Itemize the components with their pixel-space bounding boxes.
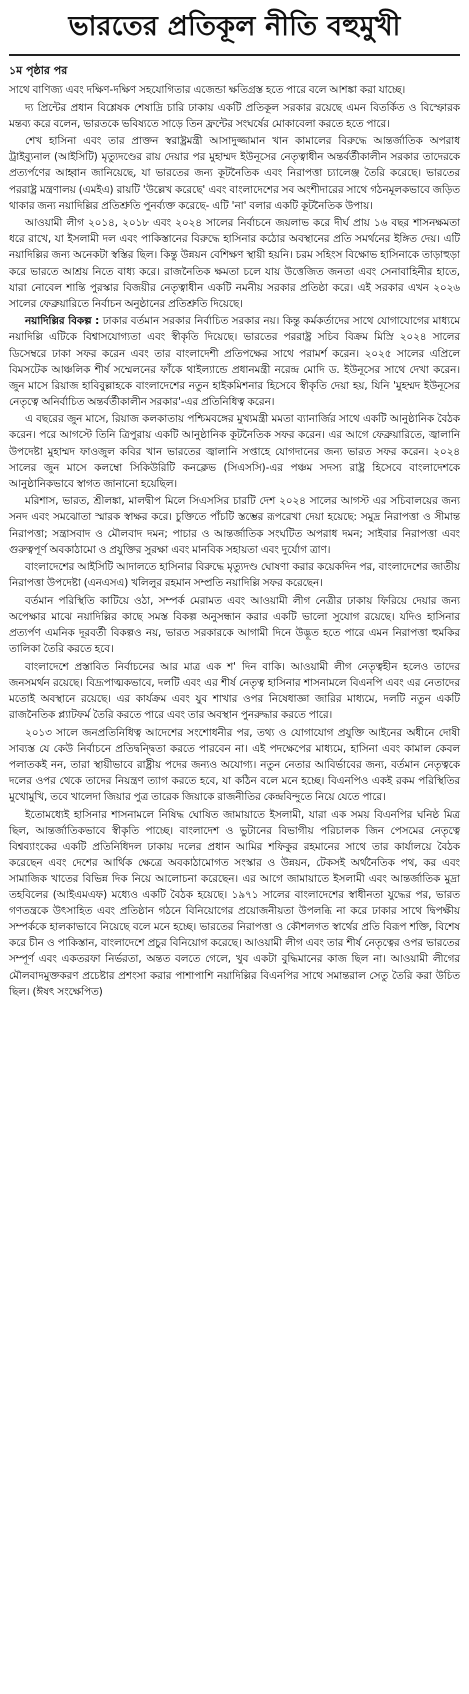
paragraph-6: এ বছরের জুন মাসে, রিয়াজ কলকাতায় পশ্চিমবঙ্গের মুখ্যমন্ত্রী মমতা ব্যানার্জির সাথে একটি আনুষ্ঠানিক বৈঠক করেন। পরে আগস্টে তিনি ত্রিপুরায় একটি আনুষ্ঠানিক কূটনৈতিক সফর করেন। এর আগে ফেব্রুয়ারিতে, জ্বালানি উপদেষ্টা মুহাম্মদ ফাওজুল কবির খান ভারতের জ্বালানি সপ্তাহে যোগদানের জন্য ভারত সফর করেন। ২০২৪ সালের জুন মাসে কলম্বো সিকিউরিটি কনক্লেভ (সিএসসি)-এর পঞ্চম সদস্য রাষ্ট্র হিসেবে বাংলাদেশকে আনুষ্ঠানিকভাবে স্বাগত জানানো হয়েছিল।: [9, 413, 460, 490]
paragraph-1: সাথে বাণিজ্য এবং দক্ষিণ-দক্ষিণ সহযোগিতার এজেন্ডা ক্ষতিগ্রস্ত হতে পারে বলে আশঙ্কা করা যাচ্ছে।: [9, 84, 406, 96]
paragraph-10: বাংলাদেশে প্রস্তাবিত নির্বাচনের আর মাত্র এক শ' দিন বাকি। আওয়ামী লীগ নেতৃত্বহীন হলেও তাদের জনসমর্থন রয়েছে। বিদ্রূপাত্মকভাবে, দলটি এবং এর শীর্ষ নেতৃত্ব হাসিনার শাসনামলে বিএনপি এবং এর নেতাদের মতোই অবস্থানে রয়েছে। এর কার্যক্রম এবং যুব শাখার ওপর নিষেধাজ্ঞা জারির মাধ্যমে, দলটি নতুন একটি রাজনৈতিক প্ল্যাটফর্ম তৈরি করতে পারে এবং তার অবস্থান পুনরুদ্ধার করতে পারে।: [9, 660, 460, 722]
paragraph-3: শেখ হাসিনা এবং তার প্রাক্তন স্বরাষ্ট্রমন্ত্রী আসাদুজ্জামান খান কামালের বিরুদ্ধে আন্তর্জাতিক অপরাধ ট্রাইব্যুনাল (আইসিটি) মৃত্যুদণ্ডের রায় দেয়ার পর মুহাম্মদ ইউনূসের নেতৃত্বাধীন অন্তর্বর্তীকালীন সরকার তাদেরকে প্রত্যর্পণের আহ্বান জানিয়েছে, যা ভারতের জন্য কূটনৈতিক এবং নিরাপত্তা চ্যালেঞ্জ তৈরি করেছে। ভারতের পররাষ্ট্র মন্ত্রণালয় (এমইএ) রায়টি 'উল্লেখ করেছে' এবং বাংলাদেশের সব অংশীদারের সাথে গঠনমূলকভাবে জড়িত থাকার জন্য নয়াদিল্লির প্রতিশ্রুতি পুনর্ব্যক্ত করেছে- এটি 'না' বলার একটি কূটনৈতিক উপায়।: [9, 135, 460, 212]
continued-from-label: ১ম পৃষ্ঠার পর: [9, 64, 68, 77]
article-headline: ভারতের প্রতিকূল নীতি বহুমুখী: [68, 11, 401, 43]
paragraph-11: ২০১৩ সালে জনপ্রতিনিধিত্ব আদেশের সংশোধনীর পর, তথ্য ও যোগাযোগ প্রযুক্তি আইনের অধীনে দোষী সাব্যস্ত যে কেউ নির্বাচনে প্রতিদ্বন্দ্বিতা করতে পারবেন না। এই পদক্ষেপের মাধ্যমে, হাসিনা এবং কামাল কেবল পলাতকই নন, তারা স্থায়ীভাবে রাষ্ট্রীয় পদের জন্যও অযোগ্য। নতুন নেতার আবির্ভাবের জন্য, বর্তমান নেতৃত্বকে দলের ওপর থেকে তাদের নিয়ন্ত্রণ ত্যাগ করতে হবে, যা কঠিন বলে মনে হচ্ছে। বিএনপিও একই রকম পরিস্থিতির মুখোমুখি, তবে খালেদা জিয়ার পুত্র তারেক জিয়াকে রাজনীতির কেন্দ্রবিন্দুতে নিয়ে যেতে পারে।: [9, 726, 460, 804]
paragraph-4: আওয়ামী লীগ ২০১৪, ২০১৮ এবং ২০২৪ সালের নির্বাচনে জয়লাভ করে দীর্ঘ প্রায় ১৬ বছর শাসনক্ষমতা ধরে রাখে, যা ইসলামী দল এবং পাকিস্তানের বিরুদ্ধে হাসিনার কঠোর অবস্থানের প্রতি সমর্থনের ইঙ্গিত দেয়। এটি নয়াদিল্লির জন্য অনেকটা স্বস্তির ছিল। কিন্তু উন্নয়ন বেশিক্ষণ স্থায়ী হয়নি। চরম সহিংস বিক্ষোভ হাসিনাকে তাড়াহুড়া করে ভারতে আশ্রয় নিতে বাধ্য করে। রাজনৈতিক ক্ষমতা চলে যায় উত্তেজিত জনতা এবং সেনাবাহিনীর হাতে, যারা নোবেল শান্তি পুরস্কার বিজয়ীর নেতৃত্বাধীন একটি নমনীয় সরকার প্রতিষ্ঠা করে। এই সরকার এখন ২০২৬ সালের ফেব্রুয়ারিতে নির্বাচন অনুষ্ঠানের প্রতিশ্রুতি দিয়েছে।: [9, 217, 460, 310]
paragraph-8: বাংলাদেশের আইসিটি আদালতে হাসিনার বিরুদ্ধে মৃত্যুদণ্ড ঘোষণা করার কয়েকদিন পর, বাংলাদেশের জাতীয় নিরাপত্তা উপদেষ্টা (এনএসএ) খলিলুর রহমান সম্প্রতি নয়াদিল্লি সফর করেছেন।: [9, 561, 460, 590]
paragraph-2: দ্য প্রিন্টের প্রধান বিশ্লেষক শেষাদ্রি চারি ঢাকায় একটি প্রতিকূল সরকার রয়েছে এমন বিতর্কিত ও বিস্ফোরক মন্তব্য করে বলেন, ভারতকে ভবিষ্যতে সাড়ে তিন ফ্রন্টের সংঘর্ষের মোকাবেলা করতে হতে পারে।: [9, 101, 460, 130]
headline-block: [9, 0, 460, 56]
paragraph-5: নয়াদিল্লির বিকল্প : ঢাকার বর্তমান সরকার নির্বাচিত সরকার নয়। কিন্তু কর্মকর্তাদের সাথে যোগাযোগের মাধ্যমে নয়াদিল্লি এটিকে বিশ্বাসযোগ্যতা এবং স্বীকৃতি দিয়েছে। ভারতের পররাষ্ট্র সচিব বিক্রম মিস্রি ২০২৪ সালের ডিসেম্বরে ঢাকা সফর করেন এবং তার বাংলাদেশী প্রতিপক্ষের সাথে পরামর্শ করেন। ২০২৫ সালের এপ্রিলে বিমসটেক আঞ্চলিক শীর্ষ সম্মেলনের ফাঁকে থাইল্যান্ডে প্রধানমন্ত্রী নরেন্দ্র মোদি ড. ইউনূসের সাথে দেখা করেন। জুন মাসে রিয়াজ হাবিবুল্লাহকে বাংলাদেশের নতুন হাইকমিশনার হিসেবে স্বীকৃতি দেয়া হয়, যিনি 'মুহম্মদ ইউনূসের নেতৃত্বে অনির্বাচিত অন্তর্বর্তীকালীন সরকার'-এর প্রতিনিধিত্ব করেন।: [9, 315, 460, 408]
article-body: [9, 82, 460, 1000]
paragraph-9: বর্তমান পরিস্থিতি কাটিয়ে ওঠা, সম্পর্ক মেরামত এবং আওয়ামী লীগ নেত্রীর ঢাকায় ফিরিয়ে দেয়ার জন্য অপেক্ষার মাঝে নয়াদিল্লির কাছে সমস্ত বিকল্প অনুসন্ধান করার একটি ভালো সুযোগ রয়েছে। যদিও হাসিনার প্রত্যর্পণ এমনিক দূরবর্তী বিকল্পও নয়, ভারত সরকারকে আগামী দিনে উদ্ভূত হতে পারে এমন নিরাপত্তা হুমকির তালিকা তৈরি করতে হবে।: [9, 594, 460, 656]
subhead-lead: নয়াদিল্লির বিকল্প :: [25, 315, 100, 328]
paragraph-12: ইতোমধ্যেই হাসিনার শাসনামলে নিষিদ্ধ ঘোষিত জামায়াতে ইসলামী, যারা এক সময় বিএনপির ঘনিষ্ঠ মিত্র ছিল, আন্তর্জাতিকভাবে স্বীকৃতি পাচ্ছে। বাংলাদেশ ও ভুটানের বিভাগীয় পরিচালক জিন পেসমের নেতৃত্বে বিশ্বব্যাংকের একটি প্রতিনিধিদল ঢাকায় দলের প্রধান আমির শফিকুর রহমানের সাথে তার কার্যালয়ে বৈঠক করেছেন এবং দেশের আর্থিক ক্ষেত্রে অবকাঠামোগত সংস্কার ও উন্নয়ন, টেকসই অর্থনৈতিক পথ, কর এবং সামাজিক খাতের বিভিন্ন দিক নিয়ে আলোচনা করেছেন। এর আগে জামায়াতে ইসলামী এবং আন্তর্জাতিক মুদ্রা তহবিলের (আইএমএফ) মধ্যেও একটি বৈঠক হয়েছে। ১৯৭১ সালের বাংলাদেশের স্বাধীনতা যুদ্ধের পর, ভারত গণতন্ত্রকে উৎসাহিত এবং প্রতিষ্ঠান গঠনে বিনিয়োগের প্রয়োজনীয়তা উপলব্ধি না করে ঢাকার সাথে দ্বিপক্ষীয় সম্পর্ককে হালকাভাবে নিয়েছে বলে মনে হচ্ছে। ভারতের নিরাপত্তা ও কৌশলগত স্বার্থের প্রতি বিরূপ শক্তি, বিশেষ করে চীন ও পাকিস্তান, বাংলাদেশে প্রচুর বিনিয়োগ করেছে। আওয়ামী লীগ এবং তার শীর্ষ নেতৃত্বের ওপর ভারতের সম্পূর্ণ এবং একতরফা নির্ভরতা, অন্তত বলতে গেলে, খুব একটা বুদ্ধিমানের কাজ ছিল না। আওয়ামী লীগের মৌলবাদমুক্তকরণ প্রচেষ্টার প্রশংসা করার পাশাপাশি নয়াদিল্লির বিএনপির সাথে সমান্তরাল সেতু তৈরি করা উচিত ছিল। (ঈষৎ সংক্ষেপিত): [9, 808, 460, 998]
paragraph-7: মরিশাস, ভারত, শ্রীলঙ্কা, মালদ্বীপ মিলে সিএসসির চারটি দেশ ২০২৪ সালের আগস্ট এর সচিবালয়ের জন্য সনদ এবং সমঝোতা স্মারক স্বাক্ষর করে। চুক্তিতে পাঁচটি স্তম্ভের রূপরেখা দেয়া হয়েছে: সমুদ্র নিরাপত্তা ও সীমান্ত নিরাপত্তা; সন্ত্রাসবাদ ও মৌলবাদ দমন; পাচার ও আন্তর্জাতিক সংঘটিত অপরাধ দমন; সাইবার নিরাপত্তা এবং গুরুত্বপূর্ণ অবকাঠামো ও প্রযুক্তির সুরক্ষা এবং মানবিক সহায়তা এবং দুর্যোগ ত্রাণ।: [9, 495, 460, 556]
